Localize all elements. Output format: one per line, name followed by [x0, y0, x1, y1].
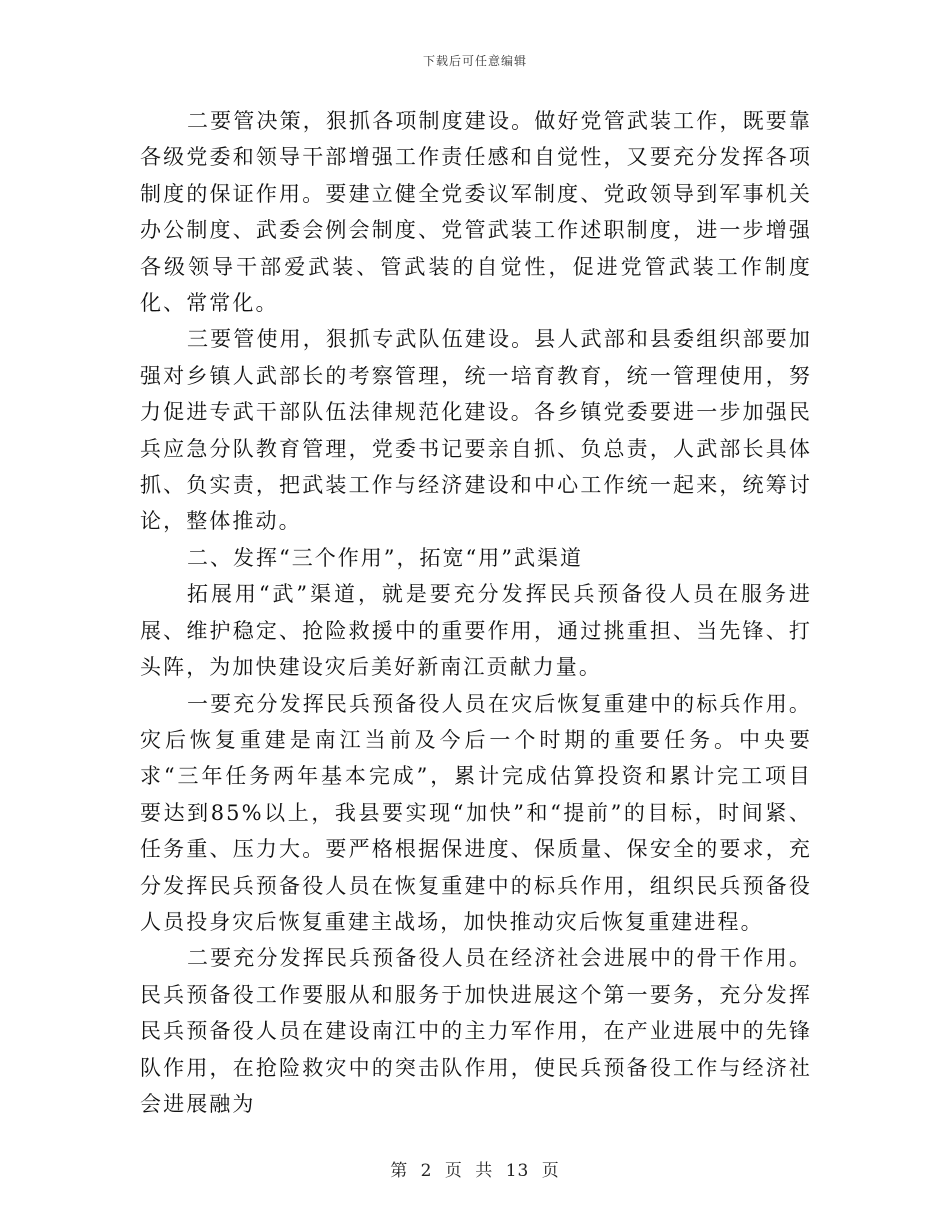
paragraph-use-team: 三要管使用，狠抓专武队伍建设。县人武部和县委组织部要加强对乡镇人武部长的考察管理，统一培育教育，统一管理使用，努力促进专武干部队伍法律规范化建设。各乡镇党委要进一步加强民兵应急分队教育管理，党委书记要亲自抓、负总责，人武部长具体抓、负实责，把武装工作与经济建设和中心工作统一起来，统筹讨论，整体推动。: [140, 327, 812, 534]
section-heading: 二、发挥“三个作用”，拓宽“用”武渠道: [187, 545, 583, 570]
page-number-footer: 第 2 页 共 13 页: [390, 1161, 560, 1181]
paragraph-reconstruction-role: 一要充分发挥民兵预备役人员在灾后恢复重建中的标兵作用。灾后恢复重建是南江当前及今后一个时期的重要任务。中央要求“三年任务两年基本完成”，累计完成估算投资和累计完工项目要达到85%以上，我县要实现“加快”和“提前”的目标，时间紧、任务重、压力大。要严格根据保进度、保质量、保安全的要求，充分发挥民兵预备役人员在恢复重建中的标兵作用，组织民兵预备役人员投身灾后恢复重建主战场，加快推动灾后恢复重建进程。: [140, 691, 812, 934]
paragraph-decision-system: 二要管决策，狠抓各项制度建设。做好党管武装工作，既要靠各级党委和领导干部增强工作责任感和自觉性，又要充分发挥各项制度的保证作用。要建立健全党委议军制度、党政领导到军事机关办公制度、武委会例会制度、党管武装工作述职制度，进一步增强各级领导干部爱武装、管武装的自觉性，促进党管武装工作制度化、常常化。: [140, 109, 812, 316]
document-body: [140, 103, 812, 1122]
page-header: 下载后可任意编辑: [422, 54, 527, 68]
paragraph-economic-role: 二要充分发挥民兵预备役人员在经济社会进展中的骨干作用。民兵预备役工作要服从和服务于加快进展这个第一要务，充分发挥民兵预备役人员在建设南江中的主力军作用，在产业进展中的先锋队作用，在抢险救灾中的突击队作用，使民兵预备役工作与经济社会进展融为: [140, 946, 812, 1116]
paragraph-expand-channels: 拓展用“武”渠道，就是要充分发挥民兵预备役人员在服务进展、维护稳定、抢险救援中的重要作用，通过挑重担、当先锋、打头阵，为加快建设灾后美好新南江贡献力量。: [140, 582, 812, 680]
